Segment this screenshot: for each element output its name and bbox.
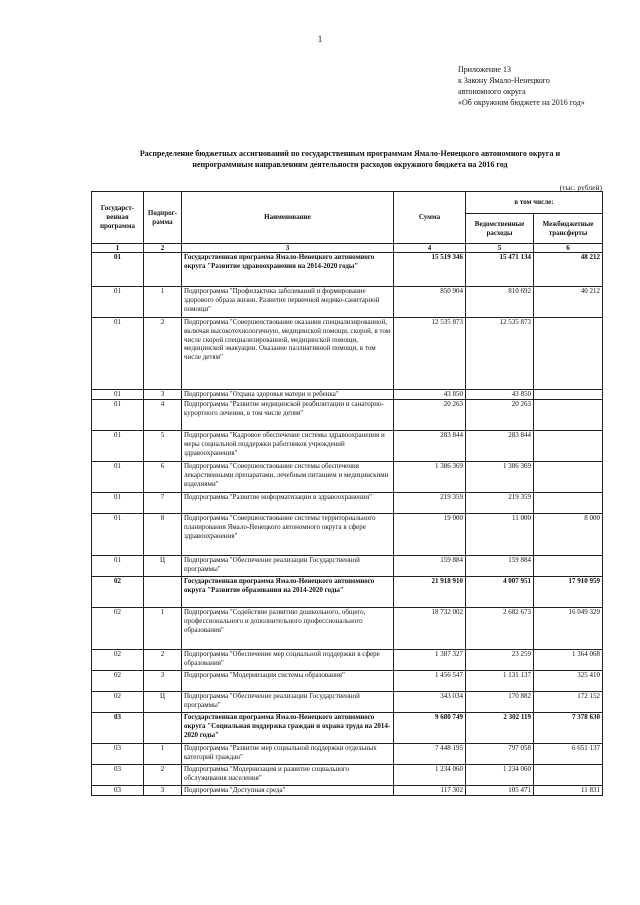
sum-cell: 1 387 327 [394, 650, 466, 671]
program-code-cell: 02 [92, 650, 144, 671]
program-code-cell: 03 [92, 744, 144, 765]
subprogram-row [92, 462, 603, 493]
program-code-cell: 03 [92, 786, 144, 796]
program-code-cell: 01 [92, 556, 144, 577]
sum-cell: 219 359 [394, 493, 466, 514]
sum-cell: 1 234 060 [394, 765, 466, 786]
sum-cell: 1 386 369 [394, 462, 466, 493]
program-row [92, 253, 603, 287]
program-row [92, 713, 603, 744]
appendix-line: «Об окружном бюджете на 2016 год» [458, 98, 585, 107]
subprogram-code-cell: 3 [144, 786, 182, 796]
departmental-cell: 20 263 [466, 400, 534, 431]
sum-cell: 15 519 346 [394, 253, 466, 287]
subprogram-row [92, 744, 603, 765]
subprogram-code-cell: 3 [144, 671, 182, 692]
header-program: Государст-венная программа [92, 192, 144, 244]
sum-cell: 19 000 [394, 514, 466, 556]
subprogram-row [92, 556, 603, 577]
sum-cell: 18 732 002 [394, 608, 466, 650]
name-cell: Государственная программа Ямало-Ненецкого автономного округа "Развитие здравоохранения на 2014-2020 годы" [182, 253, 394, 287]
subprogram-code-cell: 1 [144, 287, 182, 318]
sum-cell: 343 034 [394, 692, 466, 713]
transfers-cell: 6 651 137 [534, 744, 603, 765]
subprogram-row [92, 765, 603, 786]
name-cell: Подпрограмма "Обеспечение реализации Государственной программы" [182, 556, 394, 577]
name-cell: Подпрограмма "Кадровое обеспечение системы здравоохранения и меры социальной поддержки работников учреждений здравоохранения" [182, 431, 394, 462]
departmental-cell: 4 007 951 [466, 577, 534, 608]
program-code-cell: 01 [92, 431, 144, 462]
departmental-cell: 1 386 369 [466, 462, 534, 493]
departmental-cell: 23 259 [466, 650, 534, 671]
page-number: 1 [317, 34, 323, 44]
subprogram-code-cell: 6 [144, 462, 182, 493]
program-code-cell: 01 [92, 253, 144, 287]
header-transfers: Межбюджетные трансферты [534, 214, 603, 244]
program-code-cell: 01 [92, 493, 144, 514]
transfers-cell: 172 152 [534, 692, 603, 713]
name-cell: Подпрограмма "Совершенствование системы территориального планирования Ямало-Ненецкого автономного округа в сфере здравоохранения" [182, 514, 394, 556]
subprogram-row [92, 390, 603, 400]
sum-cell: 7 448 195 [394, 744, 466, 765]
transfers-cell [534, 765, 603, 786]
subprogram-row [92, 514, 603, 556]
name-cell: Подпрограмма "Профилактика заболеваний и формирование здорового образа жизни. Развитие первичной медико-санитарной помощи" [182, 287, 394, 318]
subprogram-row [92, 493, 603, 514]
departmental-cell: 15 471 134 [466, 253, 534, 287]
program-code-cell: 01 [92, 400, 144, 431]
subprogram-code-cell: 4 [144, 400, 182, 431]
name-cell: Государственная программа Ямало-Ненецкого автономного округа "Социальная поддержка граждан и охрана труда на 2014-2020 годы" [182, 713, 394, 744]
transfers-cell: 8 000 [534, 514, 603, 556]
departmental-cell: 159 884 [466, 556, 534, 577]
transfers-cell [534, 493, 603, 514]
program-code-cell: 02 [92, 692, 144, 713]
transfers-cell: 40 212 [534, 287, 603, 318]
transfers-cell: 16 049 329 [534, 608, 603, 650]
subprogram-row [92, 650, 603, 671]
name-cell: Подпрограмма "Развитие информатизации в здравоохранении" [182, 493, 394, 514]
sum-cell: 850 904 [394, 287, 466, 318]
header-sum: Сумма [394, 192, 466, 244]
subprogram-row [92, 400, 603, 431]
transfers-cell [534, 462, 603, 493]
program-code-cell: 03 [92, 713, 144, 744]
subprogram-code-cell: 8 [144, 514, 182, 556]
units-label: (тыс. рублей) [559, 183, 602, 192]
transfers-cell [534, 400, 603, 431]
departmental-cell: 43 850 [466, 390, 534, 400]
column-number: 3 [182, 244, 394, 253]
program-code-cell: 01 [92, 287, 144, 318]
name-cell: Подпрограмма "Модернизация системы образования" [182, 671, 394, 692]
subprogram-code-cell: Ц [144, 692, 182, 713]
name-cell: Государственная программа Ямало-Ненецкого автономного округа "Развитие образования на 2014-2020 годы" [182, 577, 394, 608]
name-cell: Подпрограмма "Развитие медицинской реабилитации и санаторно-курортного лечения, в том числе детям" [182, 400, 394, 431]
name-cell: Подпрограмма "Совершенствование системы обеспечения лекарственными препаратами, лечебным питанием и медицинскими изделиями" [182, 462, 394, 493]
transfers-cell [534, 556, 603, 577]
appendix-line: Приложение 13 [458, 65, 511, 74]
appendix-note [458, 64, 638, 108]
name-cell: Подпрограмма "Охрана здоровья матери и ребенка" [182, 390, 394, 400]
departmental-cell: 797 058 [466, 744, 534, 765]
subprogram-row [92, 692, 603, 713]
column-number: 6 [534, 244, 603, 253]
subprogram-code-cell: 2 [144, 650, 182, 671]
name-cell: Подпрограмма "Содействие развитию дошкольного, общего, профессионального и дополнительного профессионального образования" [182, 608, 394, 650]
subprogram-code-cell: 2 [144, 765, 182, 786]
appendix-line: автономного округа [458, 87, 526, 96]
subprogram-code-cell: 7 [144, 493, 182, 514]
departmental-cell: 1 234 060 [466, 765, 534, 786]
name-cell: Подпрограмма "Совершенствование оказания специализированной, включая высокотехнологичную, медицинской помощи, скорой, в том числе скорой специализированной, медицинской помощи, медицинской эвакуации. Оказание паллиативной помощи, в том числе детям" [182, 318, 394, 390]
departmental-cell: 1 131 137 [466, 671, 534, 692]
departmental-cell: 2 682 673 [466, 608, 534, 650]
sum-cell: 159 884 [394, 556, 466, 577]
subprogram-row [92, 318, 603, 390]
program-code-cell: 02 [92, 577, 144, 608]
header-subprogram: Подпрог-рамма [144, 192, 182, 244]
transfers-cell [534, 431, 603, 462]
departmental-cell: 105 471 [466, 786, 534, 796]
header-name: Наименование [182, 192, 394, 244]
transfers-cell: 7 378 630 [534, 713, 603, 744]
document-title [90, 148, 610, 170]
departmental-cell: 2 302 119 [466, 713, 534, 744]
subprogram-code-cell: 1 [144, 744, 182, 765]
departmental-cell: 283 844 [466, 431, 534, 462]
sum-cell: 20 263 [394, 400, 466, 431]
transfers-cell: 17 910 959 [534, 577, 603, 608]
transfers-cell: 325 410 [534, 671, 603, 692]
subprogram-row [92, 671, 603, 692]
subprogram-code-cell [144, 577, 182, 608]
transfers-cell: 11 831 [534, 786, 603, 796]
subprogram-code-cell [144, 253, 182, 287]
column-number: 5 [466, 244, 534, 253]
program-code-cell: 02 [92, 608, 144, 650]
sum-cell: 9 680 749 [394, 713, 466, 744]
sum-cell: 117 302 [394, 786, 466, 796]
program-code-cell: 01 [92, 390, 144, 400]
name-cell: Подпрограмма "Развитие мер социальной поддержки отдельных категорий граждан" [182, 744, 394, 765]
sum-cell: 43 850 [394, 390, 466, 400]
sum-cell: 21 918 910 [394, 577, 466, 608]
name-cell: Подпрограмма "Доступная среда" [182, 786, 394, 796]
column-number: 4 [394, 244, 466, 253]
transfers-cell [534, 318, 603, 390]
transfers-cell: 1 364 068 [534, 650, 603, 671]
subprogram-code-cell: 1 [144, 608, 182, 650]
program-code-cell: 01 [92, 462, 144, 493]
program-code-cell: 02 [92, 671, 144, 692]
subprogram-code-cell: Ц [144, 556, 182, 577]
name-cell: Подпрограмма "Модернизация и развитие социального обслуживания населения" [182, 765, 394, 786]
departmental-cell: 170 882 [466, 692, 534, 713]
header-departmental: Ведомственные расходы [466, 214, 534, 244]
departmental-cell: 11 000 [466, 514, 534, 556]
header-including: в том числе: [466, 192, 603, 214]
departmental-cell: 12 535 873 [466, 318, 534, 390]
subprogram-code-cell: 5 [144, 431, 182, 462]
subprogram-code-cell: 3 [144, 390, 182, 400]
subprogram-code-cell [144, 713, 182, 744]
transfers-cell [534, 390, 603, 400]
subprogram-row [92, 287, 603, 318]
subprogram-row [92, 608, 603, 650]
column-number: 2 [144, 244, 182, 253]
program-code-cell: 03 [92, 765, 144, 786]
name-cell: Подпрограмма "Обеспечение реализации Государственной программы" [182, 692, 394, 713]
departmental-cell: 810 692 [466, 287, 534, 318]
subprogram-row [92, 786, 603, 796]
title-line: непрограммным направлениям деятельности расходов окружного бюджета на 2016 год [192, 160, 508, 169]
sum-cell: 1 456 547 [394, 671, 466, 692]
departmental-cell: 219 359 [466, 493, 534, 514]
column-number: 1 [92, 244, 144, 253]
sum-cell: 283 844 [394, 431, 466, 462]
column-numbers-row [92, 244, 603, 253]
program-code-cell: 01 [92, 514, 144, 556]
subprogram-code-cell: 2 [144, 318, 182, 390]
transfers-cell: 48 212 [534, 253, 603, 287]
subprogram-row [92, 431, 603, 462]
sum-cell: 12 535 873 [394, 318, 466, 390]
budget-table [91, 191, 603, 796]
name-cell: Подпрограмма "Обеспечение мер социальной поддержки в сфере образования" [182, 650, 394, 671]
appendix-line: к Закону Ямало-Ненецкого [458, 76, 550, 85]
title-line: Распределение бюджетных ассигнований по государственным программам Ямало-Ненецкого автономного округа и [139, 149, 561, 158]
program-row [92, 577, 603, 608]
program-code-cell: 01 [92, 318, 144, 390]
